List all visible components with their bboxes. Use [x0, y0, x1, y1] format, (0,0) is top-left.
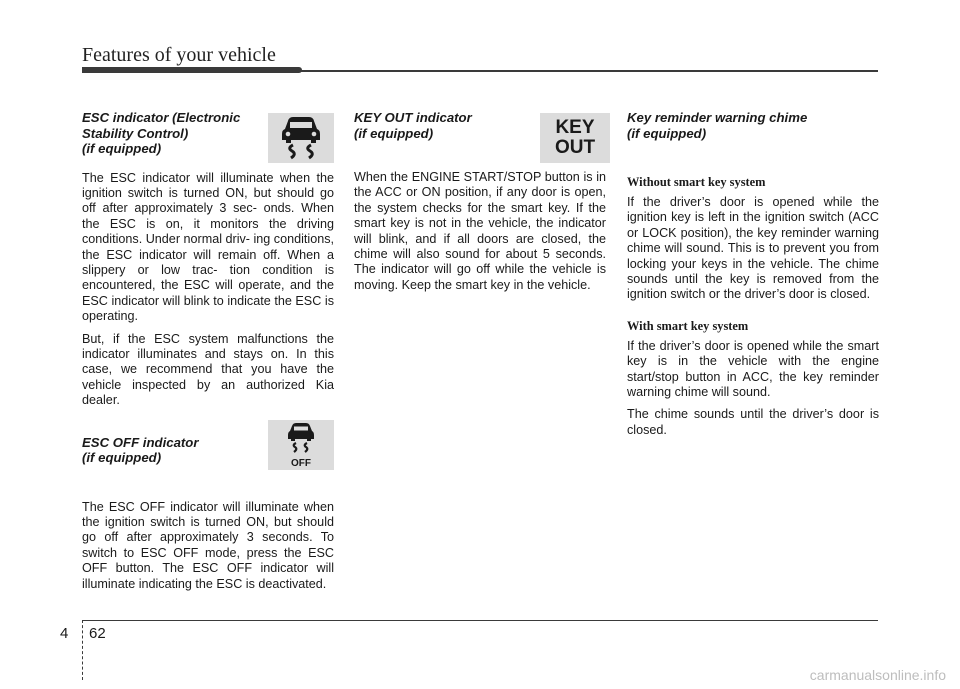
esc-off-icon-label: OFF	[291, 458, 311, 468]
column-left	[82, 110, 334, 592]
key-reminder-heading: Key reminder warning chime (if equipped)	[627, 110, 808, 141]
key-out-icon-line2: OUT	[554, 137, 596, 158]
esc-paragraph: The ESC indicator will illuminate when the ignition switch is turned ON, but should go off after approximately 3 sec- onds. When the ESC is on, it monitors the driving conditions. Under normal driv- ing conditions, the ESC indicator will remain off. When a slippery or low trac- tion condition is encountered, the ESC will operate, and the ESC indicator will blink to indicate the ESC is operating.	[82, 170, 334, 324]
page-number: 62	[89, 625, 106, 642]
key-out-indicator-icon	[540, 113, 610, 163]
watermark: carmanualsonline.info	[809, 667, 946, 683]
header-rule	[300, 70, 878, 72]
with-smart-key-paragraph: If the driver’s door is opened while the smart key is in the vehicle with the engine start/stop button in ACC, the key reminder warning chime will sound.	[627, 338, 879, 400]
esc-off-heading: ESC OFF indicator (if equipped)	[82, 434, 199, 466]
esc-heading: ESC indicator (Electronic Stability Control) (if equipped)	[82, 110, 241, 156]
key-out-heading: KEY OUT indicator (if equipped)	[354, 110, 472, 141]
header-title: Features of your vehicle	[82, 44, 276, 66]
key-out-paragraph: When the ENGINE START/STOP button is in the ACC or ON position, if any door is open, the system checks for the smart key. If the smart key is not in the vehicle, the indicator will blink, and if all doors are closed, the chime will also sound for about 5 seconds. The indicator will go off while the vehicle is moving. Keep the smart key in the vehicle.	[354, 170, 606, 292]
esc-paragraph: But, if the ESC system malfunctions the indicator illuminates and stays on. In this case, we recommend that you have the vehicle inspected by an authorized Kia dealer.	[82, 331, 334, 408]
key-out-icon-line1: KEY	[555, 117, 595, 138]
without-smart-key-title: Without smart key system	[627, 175, 766, 189]
esc-off-indicator-icon	[268, 420, 334, 470]
footer-rule	[82, 620, 878, 621]
column-right	[627, 110, 879, 438]
section-number: 4	[60, 625, 69, 642]
with-smart-key-title: With smart key system	[627, 318, 749, 333]
esc-indicator-icon	[268, 113, 334, 163]
header-bar	[82, 67, 302, 73]
with-smart-key-paragraph: The chime sounds until the driver’s door is closed.	[627, 407, 879, 437]
footer-divider	[82, 620, 84, 680]
without-smart-key-paragraph: If the driver’s door is opened while the ignition key is left in the ignition switch (ACC or LOCK position), the key reminder warning chime will sound. This is to prevent you from locking your keys in the vehicle. The chime sounds until the key is removed from the ignition switch or the driver’s door is closed.	[627, 195, 879, 302]
esc-off-paragraph: The ESC OFF indicator will illuminate when the ignition switch is turned ON, but should go off after approximately 3 seconds. To switch to ESC OFF mode, press the ESC OFF button. The ESC OFF indicator will illuminate indicating the ESC is deactivated.	[82, 499, 334, 591]
